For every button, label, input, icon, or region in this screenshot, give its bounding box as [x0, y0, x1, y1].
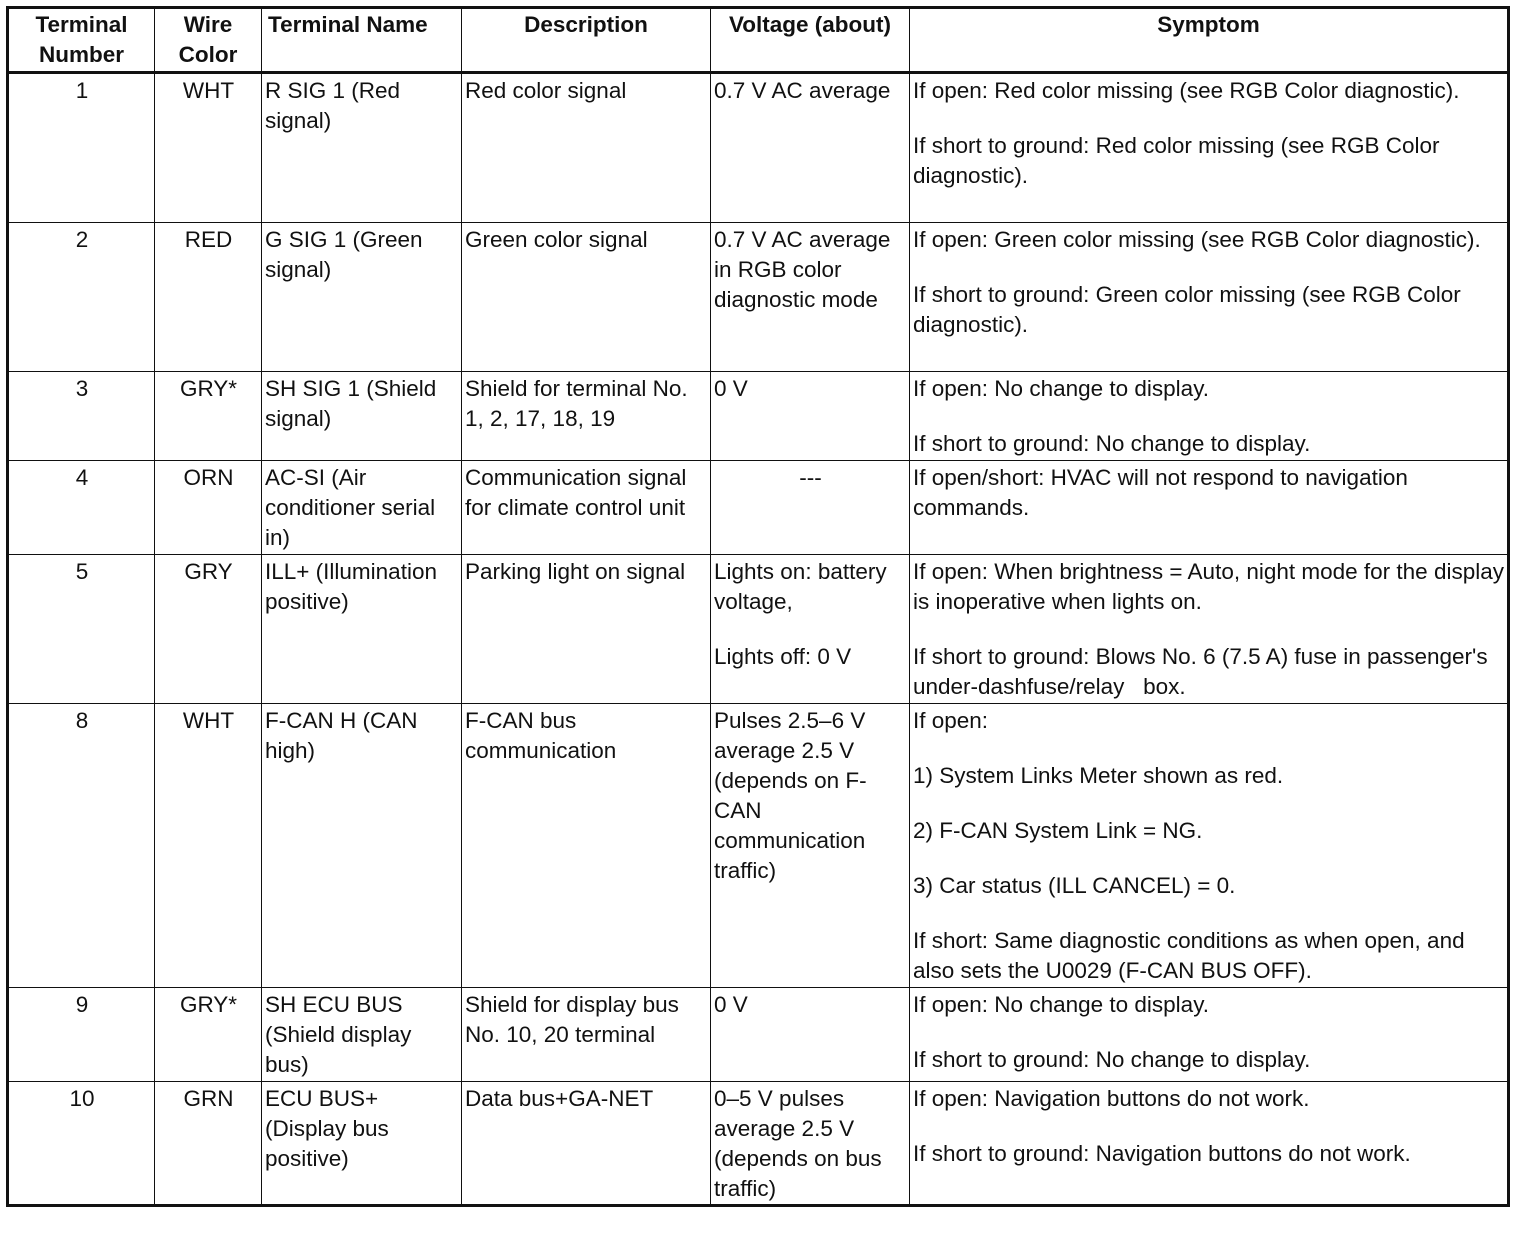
- wire-color-cell: GRN: [155, 1082, 262, 1206]
- symptom-text: 3) Car status (ILL CANCEL) = 0.: [913, 873, 1236, 898]
- description-cell: Shield for terminal No. 1, 2, 17, 18, 19: [462, 372, 711, 461]
- symptom-text: If short: Same diagnostic conditions as when open, and also sets the U0029 (F-CAN BUS OFF).: [913, 928, 1465, 983]
- terminal-number-cell: 10: [8, 1082, 155, 1206]
- symptom-cell: [910, 223, 1509, 372]
- voltage-text: Pulses 2.5–6 V average 2.5 V (depends on F-CAN communication traffic): [714, 708, 867, 883]
- symptom-cell: [910, 555, 1509, 704]
- terminal-name-cell: SH ECU BUS (Shield display bus): [262, 988, 462, 1082]
- terminal-name-cell: SH SIG 1 (Shield signal): [262, 372, 462, 461]
- wire-color-cell: GRY: [155, 555, 262, 704]
- description-cell: Communication signal for climate control unit: [462, 461, 711, 555]
- voltage-text: Lights on: battery voltage,: [714, 559, 887, 614]
- voltage-cell: [711, 372, 910, 461]
- symptom-cell: [910, 988, 1509, 1082]
- symptom-cell: [910, 372, 1509, 461]
- terminal-pinout-table: [6, 6, 1510, 1207]
- terminal-name-cell: G SIG 1 (Green signal): [262, 223, 462, 372]
- table-row: [8, 988, 1509, 1082]
- table-row: [8, 704, 1509, 988]
- wire-color-cell: ORN: [155, 461, 262, 555]
- terminal-name-cell: AC-SI (Air conditioner serial in): [262, 461, 462, 555]
- wire-color-cell: WHT: [155, 73, 262, 223]
- voltage-text: 0.7 V AC average: [714, 78, 891, 103]
- symptom-text: If short to ground: Red color missing (see RGB Color diagnostic).: [913, 133, 1440, 188]
- header-terminal-number: Terminal Number: [8, 8, 155, 73]
- table-row: [8, 372, 1509, 461]
- voltage-cell: [711, 704, 910, 988]
- description-cell: Red color signal: [462, 73, 711, 223]
- symptom-text: If open: Red color missing (see RGB Color diagnostic).: [913, 78, 1460, 103]
- header-symptom: Symptom: [910, 8, 1509, 73]
- symptom-cell: [910, 461, 1509, 555]
- table-header-row: [8, 8, 1509, 73]
- description-cell: Green color signal: [462, 223, 711, 372]
- symptom-text: If short to ground: No change to display.: [913, 1047, 1311, 1072]
- symptom-text: If short to ground: Blows No. 6 (7.5 A) fuse in passenger's under-dashfuse/relay box.: [913, 644, 1494, 699]
- voltage-text: 0.7 V AC average in RGB color diagnostic mode: [714, 227, 891, 312]
- voltage-cell: [711, 461, 910, 555]
- voltage-text: 0 V: [714, 376, 748, 401]
- voltage-cell: [711, 73, 910, 223]
- voltage-cell: [711, 555, 910, 704]
- symptom-text: 1) System Links Meter shown as red.: [913, 763, 1284, 788]
- symptom-text: 2) F-CAN System Link = NG.: [913, 818, 1203, 843]
- wire-color-cell: RED: [155, 223, 262, 372]
- voltage-cell: [711, 1082, 910, 1206]
- symptom-text: If short to ground: Navigation buttons do not work.: [913, 1141, 1411, 1166]
- terminal-number-cell: 2: [8, 223, 155, 372]
- table-row: [8, 461, 1509, 555]
- table-row: [8, 223, 1509, 372]
- voltage-text: Lights off: 0 V: [714, 644, 852, 669]
- terminal-number-cell: 5: [8, 555, 155, 704]
- header-wire-color: Wire Color: [155, 8, 262, 73]
- wire-color-cell: WHT: [155, 704, 262, 988]
- voltage-text: 0 V: [714, 992, 748, 1017]
- terminal-number-cell: 3: [8, 372, 155, 461]
- symptom-text: If open: No change to display.: [913, 376, 1210, 401]
- symptom-text: If open: Green color missing (see RGB Color diagnostic).: [913, 227, 1481, 252]
- voltage-cell: [711, 223, 910, 372]
- description-cell: Shield for display bus No. 10, 20 terminal: [462, 988, 711, 1082]
- symptom-text: If open:: [913, 708, 989, 733]
- voltage-text: ---: [799, 465, 822, 490]
- terminal-number-cell: 8: [8, 704, 155, 988]
- description-cell: Parking light on signal: [462, 555, 711, 704]
- description-cell: F-CAN bus communication: [462, 704, 711, 988]
- voltage-cell: [711, 988, 910, 1082]
- symptom-text: If open: Navigation buttons do not work.: [913, 1086, 1310, 1111]
- symptom-text: If open/short: HVAC will not respond to navigation commands.: [913, 465, 1408, 520]
- terminal-name-cell: ILL+ (Illumination positive): [262, 555, 462, 704]
- symptom-cell: [910, 73, 1509, 223]
- terminal-name-cell: ECU BUS+ (Display bus positive): [262, 1082, 462, 1206]
- wire-color-cell: GRY*: [155, 988, 262, 1082]
- header-description: Description: [462, 8, 711, 73]
- symptom-text: If open: No change to display.: [913, 992, 1210, 1017]
- terminal-number-cell: 4: [8, 461, 155, 555]
- terminal-name-cell: R SIG 1 (Red signal): [262, 73, 462, 223]
- table-row: [8, 1082, 1509, 1206]
- wire-color-cell: GRY*: [155, 372, 262, 461]
- symptom-cell: [910, 1082, 1509, 1206]
- table-row: [8, 555, 1509, 704]
- header-terminal-name: Terminal Name: [262, 8, 462, 73]
- symptom-cell: [910, 704, 1509, 988]
- description-cell: Data bus+GA-NET: [462, 1082, 711, 1206]
- table-row: [8, 73, 1509, 223]
- header-voltage: Voltage (about): [711, 8, 910, 73]
- symptom-text: If open: When brightness = Auto, night mode for the display is inoperative when lights on.: [913, 559, 1504, 614]
- terminal-number-cell: 9: [8, 988, 155, 1082]
- voltage-text: 0–5 V pulses average 2.5 V (depends on bus traffic): [714, 1086, 882, 1201]
- symptom-text: If short to ground: No change to display.: [913, 431, 1311, 456]
- terminal-name-cell: F-CAN H (CAN high): [262, 704, 462, 988]
- symptom-text: If short to ground: Green color missing (see RGB Color diagnostic).: [913, 282, 1461, 337]
- terminal-number-cell: 1: [8, 73, 155, 223]
